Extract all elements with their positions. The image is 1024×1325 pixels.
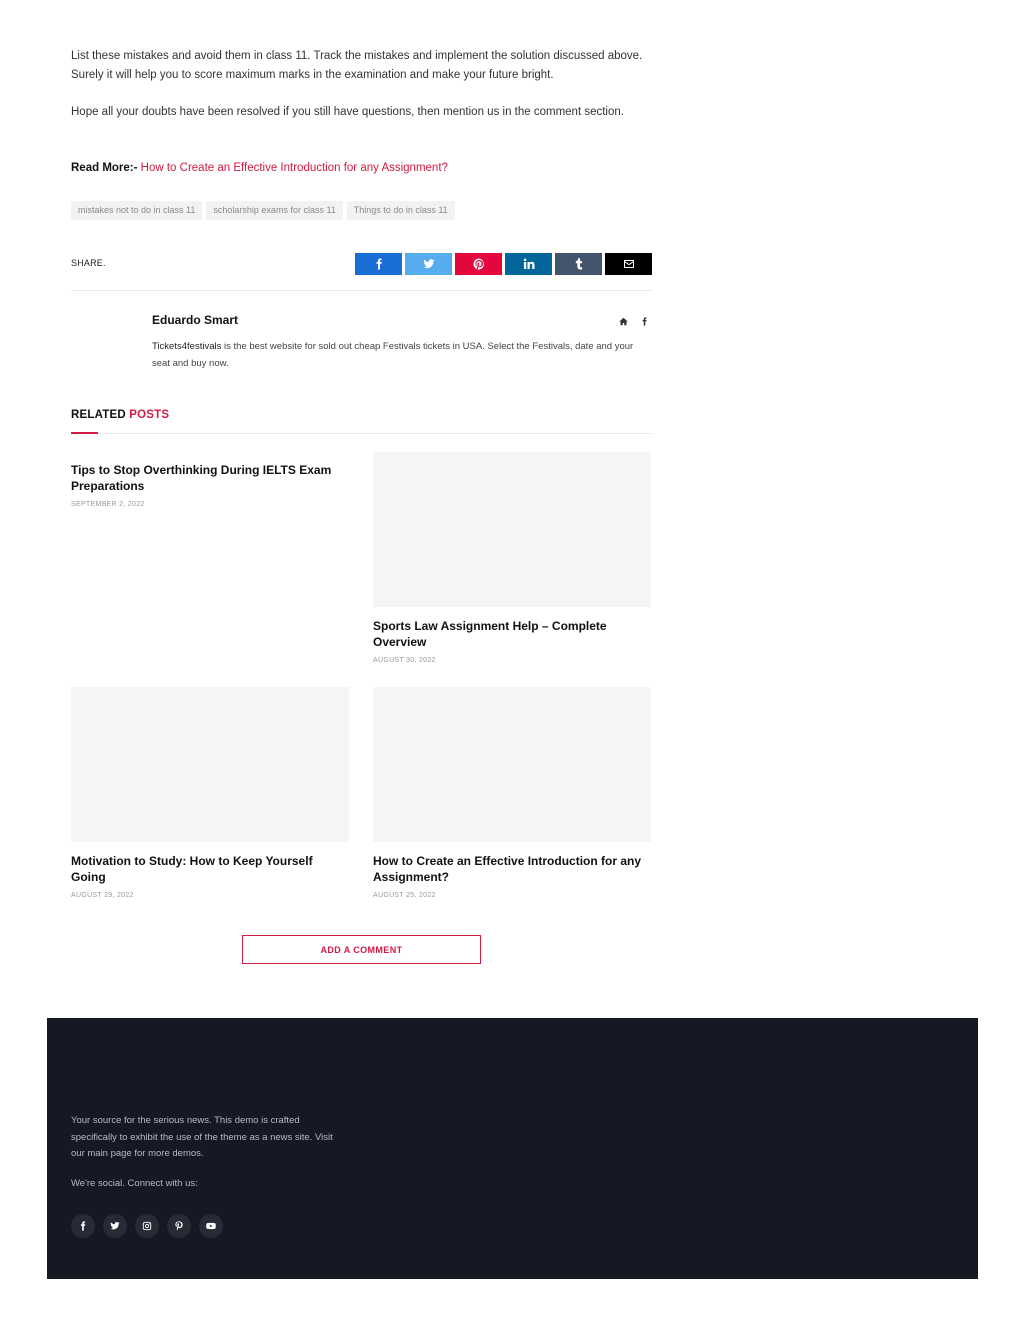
related-post-title[interactable]: Motivation to Study: How to Keep Yourself Going [71,854,313,884]
share-facebook-button[interactable] [355,253,402,275]
instagram-icon [142,1221,152,1231]
related-heading-second: POSTS [129,409,170,421]
tag-item[interactable]: mistakes not to do in class 11 [71,201,202,220]
related-post [71,687,349,899]
home-icon[interactable] [619,317,628,326]
related-post-date: AUGUST 30, 2022 [373,657,436,664]
related-posts-heading [71,409,169,421]
share-email-button[interactable] [605,253,652,275]
related-post [373,452,651,664]
add-comment-button[interactable]: ADD A COMMENT [242,935,481,964]
share-bar [71,253,652,275]
twitter-icon [110,1221,120,1231]
related-post-thumbnail[interactable] [373,452,651,607]
related-post-thumbnail[interactable] [373,687,651,842]
share-twitter-button[interactable] [405,253,452,275]
share-tumblr-button[interactable] [555,253,602,275]
related-post-title[interactable]: Tips to Stop Overthinking During IELTS Exam Preparations [71,463,332,493]
author-box [152,313,652,369]
share-label: SHARE. [71,258,106,268]
twitter-icon [423,258,435,270]
author-bio [152,338,652,372]
youtube-icon [206,1221,216,1231]
footer-facebook-link[interactable] [71,1214,95,1238]
read-more [71,159,448,178]
footer-about: Your source for the serious news. This demo is crafted specifically to exhibit the use of the theme as a news site. Visit our main page for more demos. [71,1115,333,1159]
author-name[interactable]: Eduardo Smart [152,313,239,327]
tag-list [71,201,455,220]
related-post [373,687,651,899]
footer-instagram-link[interactable] [135,1214,159,1238]
related-post-date: SEPTEMBER 2, 2022 [71,501,145,508]
facebook-icon [373,258,385,270]
related-post-title[interactable]: Sports Law Assignment Help – Complete Overview [373,619,607,649]
author-bio-text: is the best website for sold out cheap Festivals tickets in USA. Select the Festivals, date and your seat and buy now. [152,341,634,369]
tag-item[interactable]: Things to do in class 11 [347,201,455,220]
pinterest-icon [174,1221,184,1231]
related-post-date: AUGUST 29, 2022 [71,892,134,899]
article-paragraph: List these mistakes and avoid them in class 11. Track the mistakes and implement the solution discussed above. Surely it will help you to score maximum marks in the examination and make your future bright. [71,50,643,81]
footer-social-text: We're social. Connect with us: [71,1178,198,1189]
footer-social-links [71,1214,223,1238]
related-post [71,462,349,508]
related-heading-first: RELATED [71,409,126,421]
section-divider [71,290,652,291]
related-accent-bar [71,432,98,434]
author-bio-link[interactable]: Tickets4festivals [152,341,222,352]
read-more-link[interactable]: How to Create an Effective Introduction for any Assignment? [140,162,448,174]
share-linkedin-button[interactable] [505,253,552,275]
pinterest-icon [473,258,485,270]
share-pinterest-button[interactable] [455,253,502,275]
footer-youtube-link[interactable] [199,1214,223,1238]
tag-item[interactable]: scholarship exams for class 11 [206,201,342,220]
envelope-icon [623,258,635,270]
related-divider [71,433,652,434]
site-footer [47,1018,978,1279]
footer-pinterest-link[interactable] [167,1214,191,1238]
footer-twitter-link[interactable] [103,1214,127,1238]
related-post-date: AUGUST 25, 2022 [373,892,436,899]
tumblr-icon [573,258,585,270]
related-post-title[interactable]: How to Create an Effective Introduction for any Assignment? [373,854,642,884]
related-post-thumbnail[interactable] [71,687,349,842]
read-more-label: Read More:- [71,162,138,174]
linkedin-icon [523,258,535,270]
facebook-icon[interactable] [640,317,649,326]
facebook-icon [78,1221,88,1231]
article-paragraph: Hope all your doubts have been resolved if you still have questions, then mention us in the comment section. [71,106,624,118]
